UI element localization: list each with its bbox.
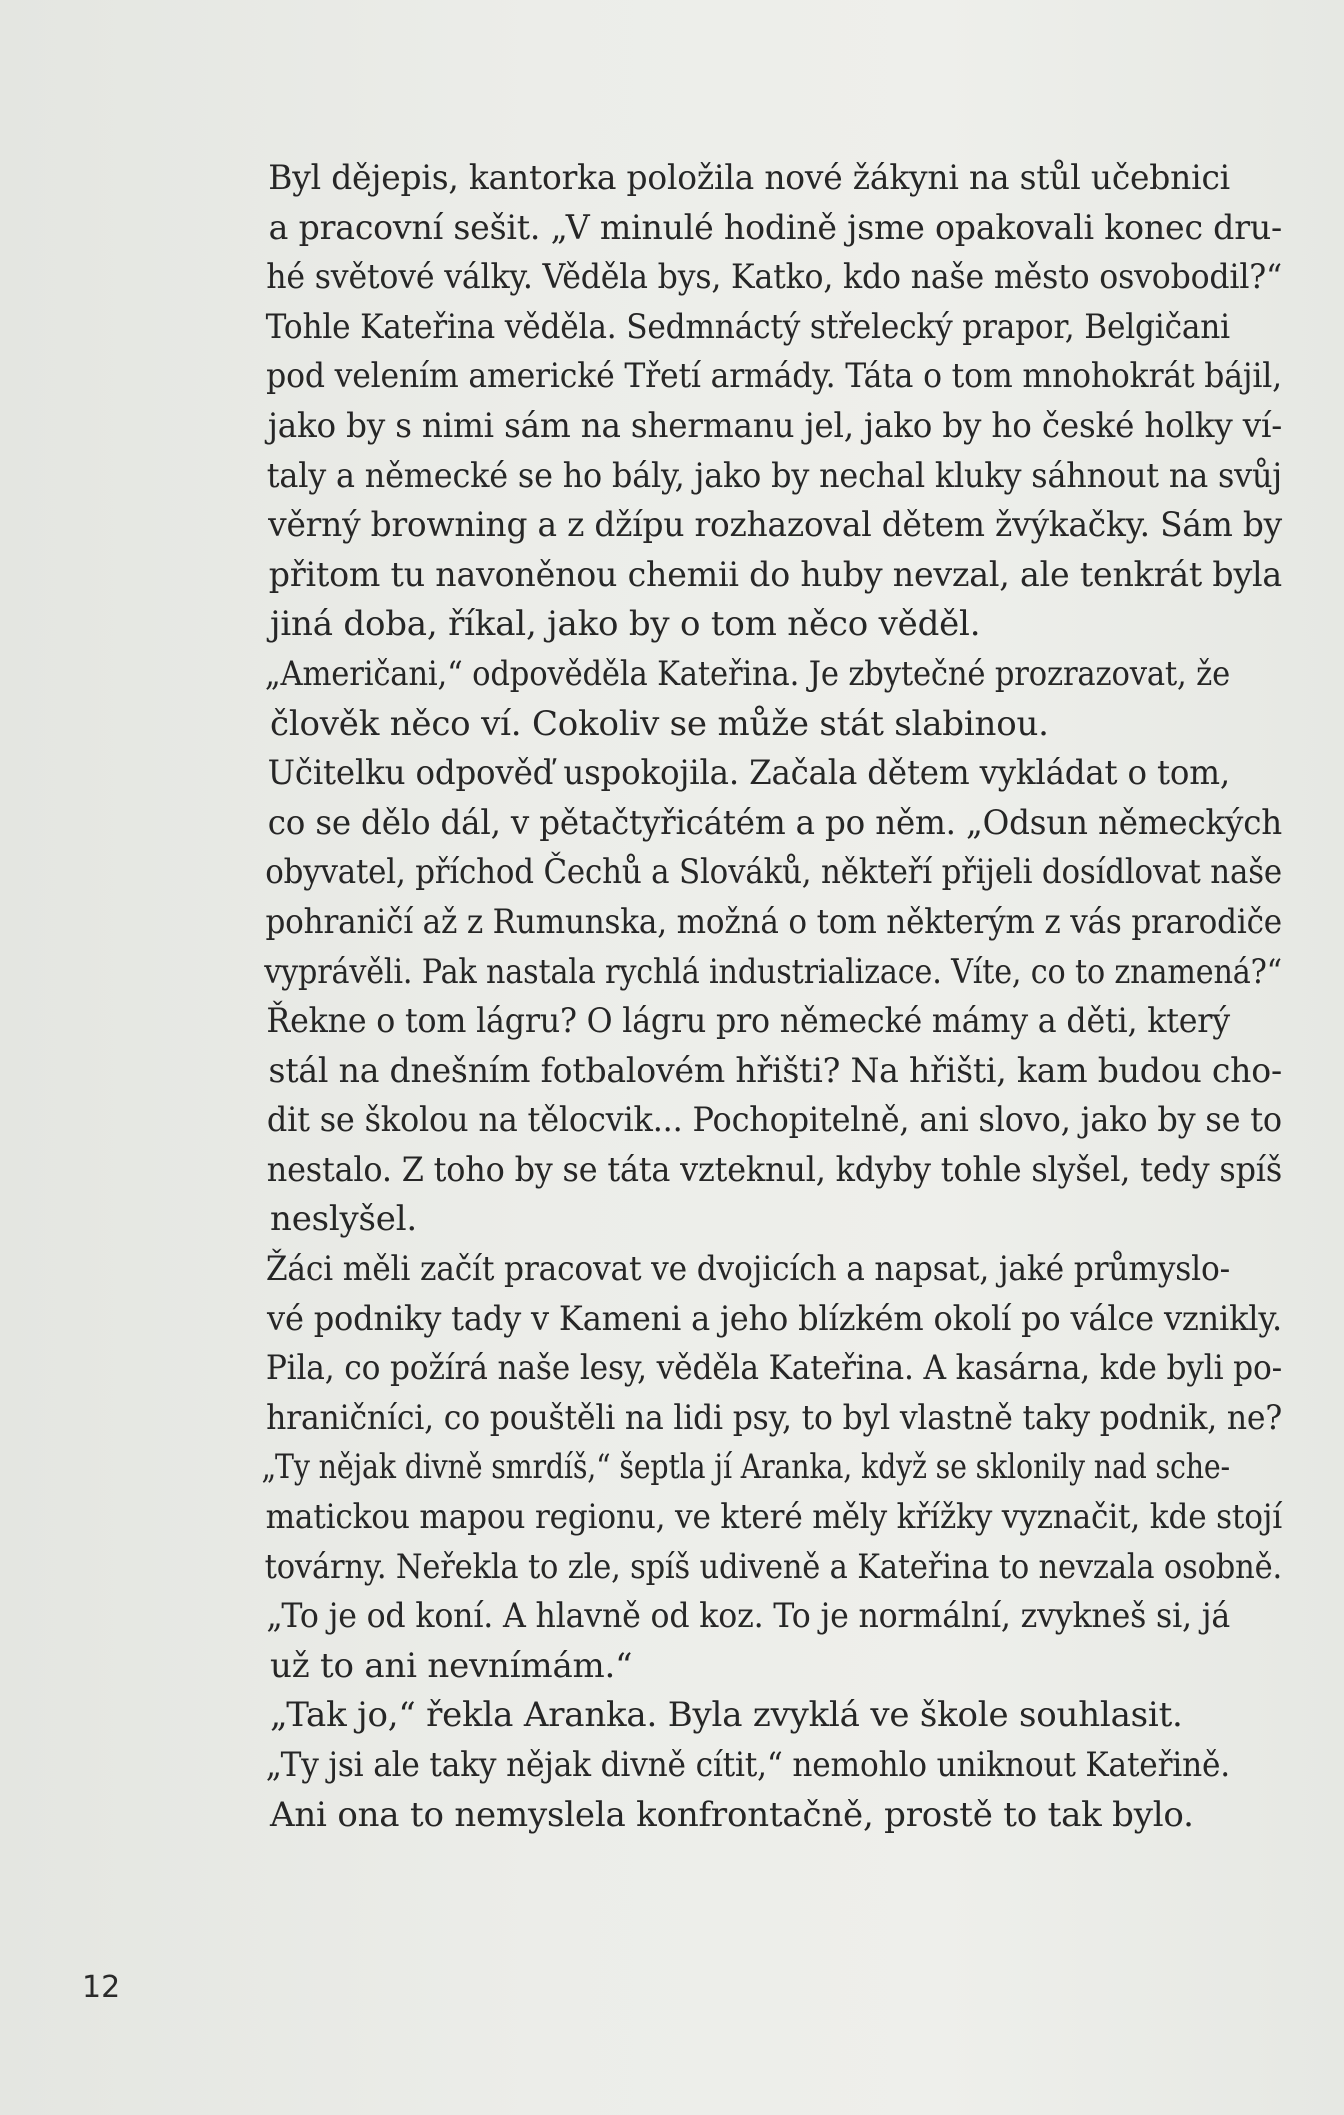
text-line: „Ty jsi ale taky nějak divně cítit,“ nemohlo uniknout Kateřině. [265,1745,1231,1785]
text-line: vé podniky tady v Kameni a jeho blízkém okolí po válce vznikly. [267,1298,1283,1339]
paragraph [218,997,1282,1245]
paragraph [218,1245,1282,1443]
text-line: nestalo. Z toho by se táta vzteknul, kdyby tohle slyšel, tedy spíš [266,1149,1283,1190]
text-line: hé světové války. Věděla bys, Katko, kdo naše město osvobodil?“ [266,257,1282,298]
text-line: stál na dnešním fotbalovém hřišti? Na hřišti, kam budou cho- [268,1050,1282,1091]
paragraph [218,154,1282,303]
paragraph [218,749,1282,997]
text-line: „To je od koní. A hlavně od koz. To je normální, zvykneš si, já [266,1596,1231,1637]
text-line: pod velením americké Třetí armády. Táta o tom mnohokrát bájil, [266,356,1282,397]
text-line: a pracovní sešit. „V minulé hodině jsme opakovali konec dru- [268,207,1283,248]
text-line: „Američani,“ odpověděla Kateřina. Je zbytečné prozrazovat, že [264,653,1231,694]
text-line: Tohle Kateřina věděla. Sedmnáctý střelecký prapor, Belgičani [265,306,1230,347]
text-line: už to ani nevnímám.“ [270,1645,633,1686]
text-line: Učitelku odpověď uspokojila. Začala dětem vykládat o tom, [267,753,1230,794]
text-line: hraničníci, co pouštěli na lidi psy, to byl vlastně taky podnik, ne? [266,1397,1283,1438]
text-line: pohraničí až z Rumunska, možná o tom některým z vás prarodiče [265,901,1282,942]
text-line: vyprávěli. Pak nastala rychlá industrializace. Víte, co to znamená?“ [264,951,1282,992]
text-line: jako by s nimi sám na shermanu jel, jako by ho české holky ví- [267,405,1283,446]
text-line: člověk něco ví. Cokoliv se může stát slabinou. [270,703,1049,744]
body-text [218,154,1282,1840]
paragraph [218,1741,1282,1840]
text-line: obyvatel, příchod Čechů a Slováků, někteří přijeli dosídlovat naše [265,852,1282,893]
text-line: Žáci měli začít pracovat ve dvojicích a napsat, jaké průmyslo- [265,1249,1230,1290]
text-line: neslyšel. [270,1199,417,1240]
text-line: přitom tu navoněnou chemii do huby nevzal, ale tenkrát byla [268,554,1283,595]
text-line: co se dělo dál, v pětačtyřicátém a po něm. „Odsun německých [267,802,1283,843]
paragraph [218,650,1282,749]
text-line: matickou mapou regionu, ve které měly křížky vyznačit, kde stojí [265,1497,1283,1538]
text-line: jiná doba, říkal, jako by o tom něco věděl. [270,604,981,645]
paragraph [218,1443,1282,1592]
page-number: 12 [82,1970,121,2005]
text-line: věrný browning a z džípu rozhazoval dětem žvýkačky. Sám by [268,505,1282,546]
text-line: taly a německé se ho bály, jako by nechal kluky sáhnout na svůj [266,455,1283,496]
text-line: dit se školou na tělocvik... Pochopitelně, ani slovo, jako by se to [266,1100,1282,1141]
paragraph [218,1691,1282,1741]
paragraph [218,303,1282,650]
text-line: Byl dějepis, kantorka položila nové žákyni na stůl učebnici [268,158,1230,198]
text-line: továrny. Neřekla to zle, spíš udiveně a Kateřina to nevzala osobně. [264,1546,1282,1587]
text-line: Pila, co požírá naše lesy, věděla Kateřina. A kasárna, kde byli po- [265,1348,1283,1389]
text-line: „Ty nějak divně smrdíš,“ šeptla jí Aranka, když se sklonily nad sche- [261,1447,1230,1488]
text-line: „Tak jo,“ řekla Aranka. Byla zvyklá ve škole souhlasit. [270,1695,1183,1736]
paragraph [218,1592,1282,1691]
text-line: Ani ona to nemyslela konfrontačně, prostě to tak bylo. [270,1794,1194,1835]
text-line: Řekne o tom lágru? O lágru pro německé mámy a děti, který [266,1001,1230,1042]
